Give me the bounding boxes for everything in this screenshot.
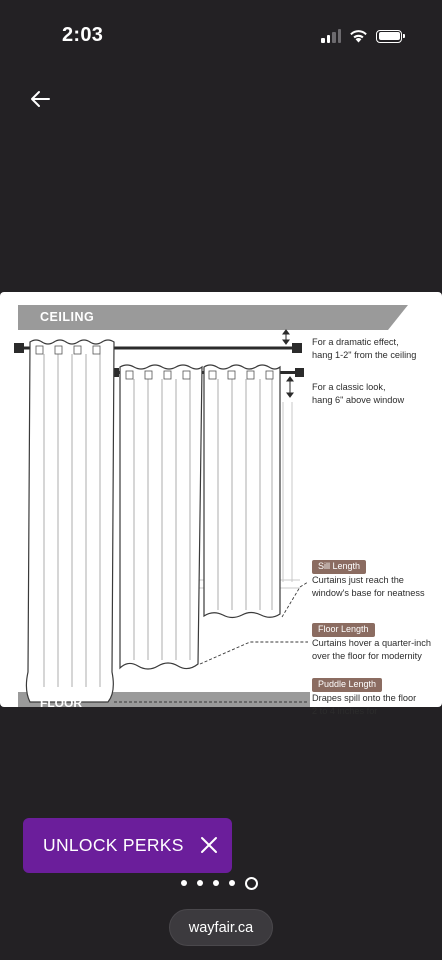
classic-note-line-2: hang 6" above window bbox=[312, 394, 405, 405]
battery-icon bbox=[376, 30, 402, 43]
dramatic-note-line-2: hang 1-2" from the ceiling bbox=[312, 349, 417, 360]
pager-dot-4[interactable] bbox=[229, 880, 235, 886]
status-time: 2:03 bbox=[62, 24, 104, 46]
url-domain: wayfair.ca bbox=[188, 919, 254, 936]
pager-dot-5-active[interactable] bbox=[245, 877, 258, 890]
puddle-note-line-1: Drapes spill onto the floor bbox=[312, 693, 417, 703]
puddle-note bbox=[312, 692, 416, 717]
classic-note-line-1: For a classic look, bbox=[312, 382, 386, 392]
puddle-note-line-2: 2 to 4 inches for bbox=[312, 705, 378, 716]
sill-length-tag: Sill Length bbox=[312, 560, 366, 574]
perks-close-button[interactable] bbox=[198, 834, 220, 856]
back-arrow-icon bbox=[29, 90, 51, 108]
floor-label: FLOOR bbox=[40, 696, 82, 710]
back-button[interactable] bbox=[26, 86, 54, 112]
status-bar bbox=[0, 0, 442, 70]
ceiling-label: CEILING bbox=[40, 310, 95, 324]
dramatic-note-line-1: For a dramatic effect, bbox=[312, 337, 399, 347]
curtain-length-diagram bbox=[0, 292, 442, 716]
unlock-perks-label: UNLOCK PERKS bbox=[43, 835, 184, 855]
url-bar[interactable] bbox=[169, 909, 273, 946]
status-icons bbox=[321, 27, 402, 45]
floor-length-tag: Floor Length bbox=[312, 623, 375, 637]
puddle-length-tag: Puddle Length bbox=[312, 678, 382, 692]
floor-note-line-2: over the floor for modernity bbox=[312, 650, 422, 661]
sill-note-line-2: window's base for neatness bbox=[312, 587, 425, 598]
sill-note-line-1: Curtains just reach the bbox=[312, 575, 404, 585]
sill-note bbox=[312, 574, 425, 599]
image-pager bbox=[181, 876, 258, 890]
close-icon bbox=[198, 834, 220, 856]
pager-dot-2[interactable] bbox=[197, 880, 203, 886]
floor-note bbox=[312, 637, 431, 662]
classic-note bbox=[312, 381, 404, 406]
cellular-signal-icon bbox=[321, 29, 341, 43]
unlock-perks-banner[interactable] bbox=[23, 818, 232, 873]
pager-dot-1[interactable] bbox=[181, 880, 187, 886]
pager-dot-3[interactable] bbox=[213, 880, 219, 886]
dramatic-note bbox=[312, 336, 416, 361]
wifi-icon bbox=[349, 29, 368, 43]
floor-note-line-1: Curtains hover a quarter-inch bbox=[312, 638, 431, 648]
